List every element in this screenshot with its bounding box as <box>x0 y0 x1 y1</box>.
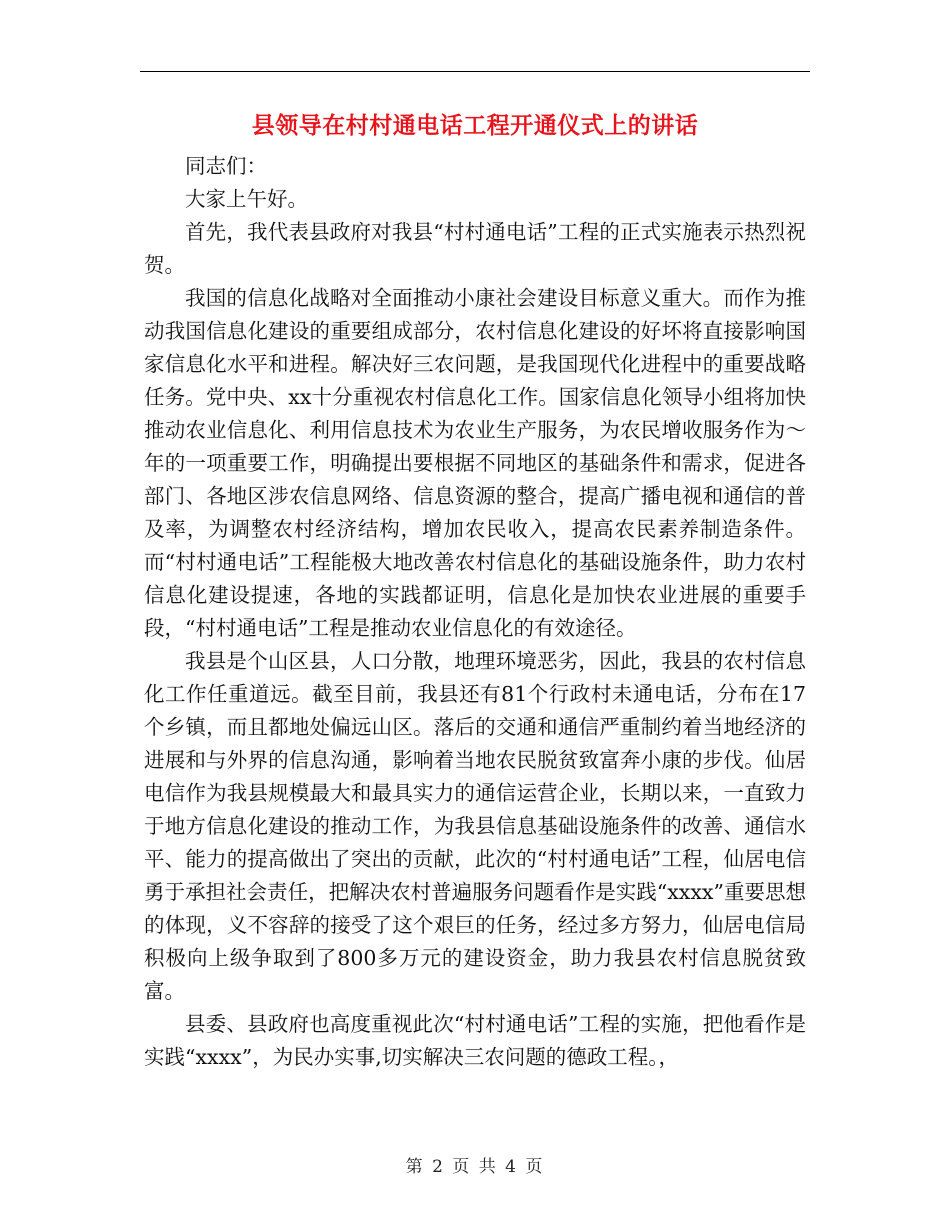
page-number: 第 2 页 共 4 页 <box>405 1157 545 1177</box>
header-rule <box>140 71 810 72</box>
document-title: 县领导在村村通电话工程开通仪式上的讲话 <box>251 112 699 139</box>
document-body <box>144 150 806 1074</box>
paragraph-county-situation: 我县是个山区县，人口分散，地理环境恶劣，因此，我县的农村信息化工作任重道远。截至目前，我县还有81个行政村未通电话，分布在17个乡镇，而且都地处偏远山区。落后的交通和通信严重制约着当地经济的进展和与外界的信息沟通，影响着当地农民脱贫致富奔小康的步伐。仙居电信作为我县规模最大和最具实力的通信运营企业，长期以来，一直致力于地方信息化建设的推动工作，为我县信息基础设施条件的改善、通信水平、能力的提高做出了突出的贡献，此次的“村村通电话”工程，仙居电信勇于承担社会责任，把解决农村普遍服务问题看作是实践“xxxx”重要思想的体现，义不容辞的接受了这个艰巨的任务，经过多方努力，仙居电信局积极向上级争取到了800多万元的建设资金，助力我县农村信息脱贫致富。 <box>144 649 806 1003</box>
paragraph-congratulation: 首先，我代表县政府对我县“村村通电话”工程的正式实施表示热烈祝贺。 <box>144 220 806 277</box>
paragraph-greeting: 大家上午好。 <box>185 187 308 211</box>
paragraph-government-attention: 县委、县政府也高度重视此次“村村通电话”工程的实施，把他看作是实践“xxxx”，为民办实事,切实解决三农问题的德政工程。， <box>144 1012 806 1069</box>
paragraph-salutation: 同志们： <box>185 154 267 178</box>
paragraph-strategy: 我国的信息化战略对全面推动小康社会建设目标意义重大。而作为推动我国信息化建设的重要组成部分，农村信息化建设的好坏将直接影响国家信息化水平和进程。解决好三农问题，是我国现代化进程中的重要战略任务。党中央、xx十分重视农村信息化工作。国家信息化领导小组将加快推动农业信息化、利用信息技术为农业生产服务，为农民增收服务作为～年的一项重要工作，明确提出要根据不同地区的基础条件和需求，促进各部门、各地区涉农信息网络、信息资源的整合，提高广播电视和通信的普及率，为调整农村经济结构，增加农民收入，提高农民素养制造条件。而“村村通电话”工程能极大地改善农村信息化的基础设施条件，助力农村信息化建设提速，各地的实践都证明，信息化是加快农业进展的重要手段，“村村通电话”工程是推动农业信息化的有效途径。 <box>144 286 806 640</box>
